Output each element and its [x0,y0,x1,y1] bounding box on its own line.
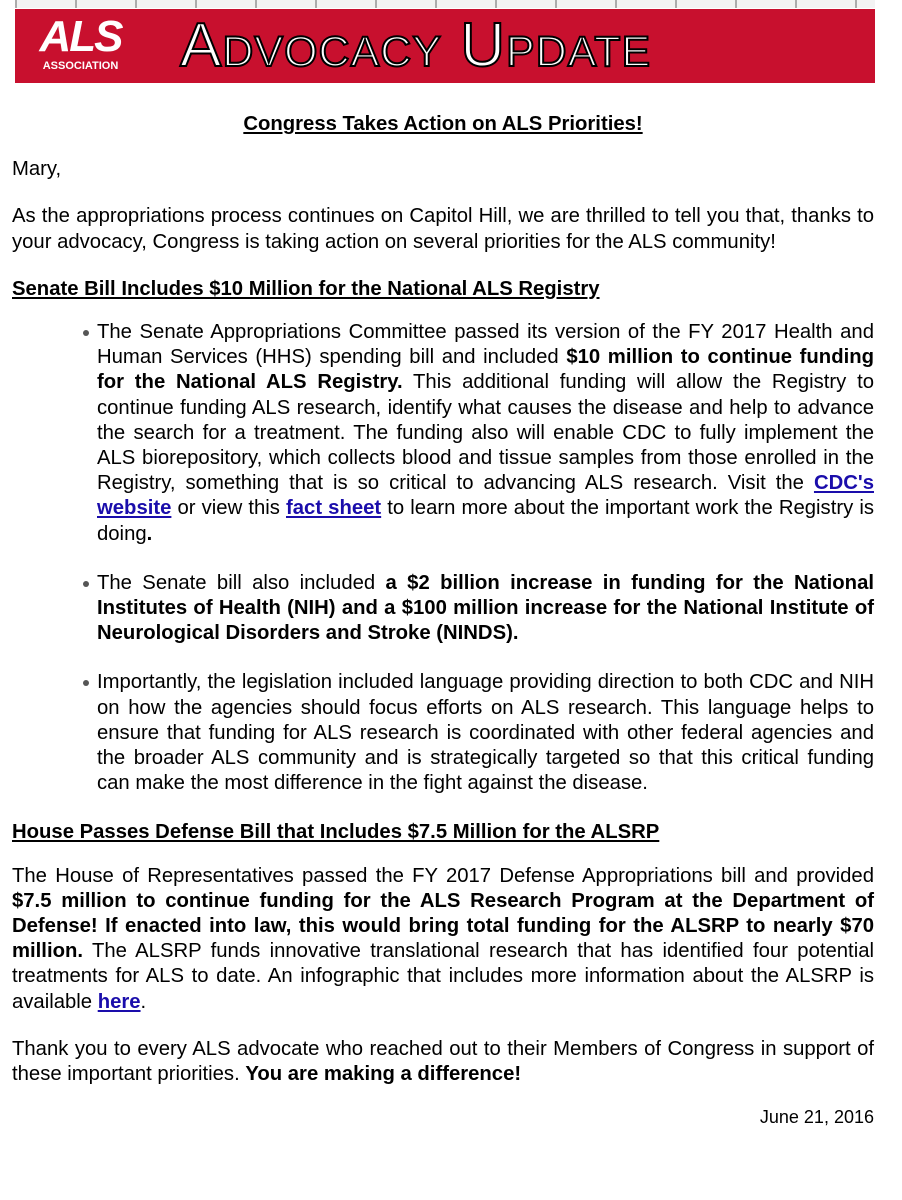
bold-text: You are making a difference! [245,1063,522,1086]
senate-bullets [12,320,874,796]
text: The Senate bill also included [97,571,386,594]
section-heading-house: House Passes Defense Bill that Includes $7.5 Million for the ALSRP [12,821,660,844]
section-heading-senate: Senate Bill Includes $10 Million for the National ALS Registry [12,277,600,300]
intro-paragraph: As the appropriations process continues on Capitol Hill, we are thrilled to tell you that, thanks to your advocacy, Congress is taking action on several priorities for the ALS community! [12,205,874,253]
text: . [140,990,147,1013]
bold-text: a $2 billion increase in funding for the National Institutes of Health (NIH) and a $100 million increase for the National Institute of Neurological Disorders and Stroke (NINDS). [97,571,874,645]
advocacy-update-banner [15,9,875,83]
house-paragraph [12,864,874,1015]
text: The Senate Appropriations Committee passed its version of the FY 2017 Health and Human Services (HHS) spending bill and included [97,321,874,369]
fact-sheet-link[interactable]: fact sheet [286,497,382,520]
header-image-strip [15,0,875,8]
infographic-here-link[interactable]: here [97,990,141,1013]
bullet-nih [97,571,874,647]
text: This additional funding will allow the Registry to continue funding ALS research, identify what causes the disease and help to advance the search for a treatment. The funding also will enable CDC to fully implement the ALS biorepository, which collects blood and tissue samples from those enrolled in the Registry, something that is so critical to advancing ALS research. Visit the [97,371,874,495]
greeting: Mary, [12,158,62,181]
closing-paragraph [12,1037,874,1087]
newsletter-body [12,112,874,1131]
bullet-language: Importantly, the legislation included language providing direction to both CDC and NIH on how the agencies should focus efforts on ALS research. This language helps to ensure that funding for ALS research is coordinated with other federal agencies and the broader ALS community and is strategically targeted so that this critical funding can make the most difference in the fight against the disease. [97,670,874,796]
als-association-logo [33,12,128,73]
text: The ALSRP funds innovative translational research that has identified four potential treatments for ALS to date. An infographic that includes more information about the ALSRP is available [12,940,874,1013]
banner-title: Advocacy Update [180,11,652,80]
bullet-registry [97,320,874,547]
period: . [146,522,153,545]
bold-text: $7.5 million to continue funding for the ALS Research Program at the Department of Defense! If enacted into law, this would bring total funding for the ALSRP to nearly $70 million. [12,889,874,963]
text: to learn more about the important work the Registry is doing [97,497,874,545]
text: or view this [171,497,286,520]
bold-text: $10 million to continue funding for the National ALS Registry. [97,346,874,394]
headline: Congress Takes Action on ALS Priorities! [243,113,643,135]
text: The House of Representatives passed the FY 2017 Defense Appropriations bill and provided [12,864,874,887]
date: June 21, 2016 [759,1107,874,1128]
logo-text: ALS [39,12,122,61]
logo-subtext: ASSOCIATION [42,60,119,72]
cdc-website-link[interactable]: CDC's website [97,472,874,520]
text: Thank you to every ALS advocate who reached out to their Members of Congress in support of these important priorities. [12,1037,874,1086]
